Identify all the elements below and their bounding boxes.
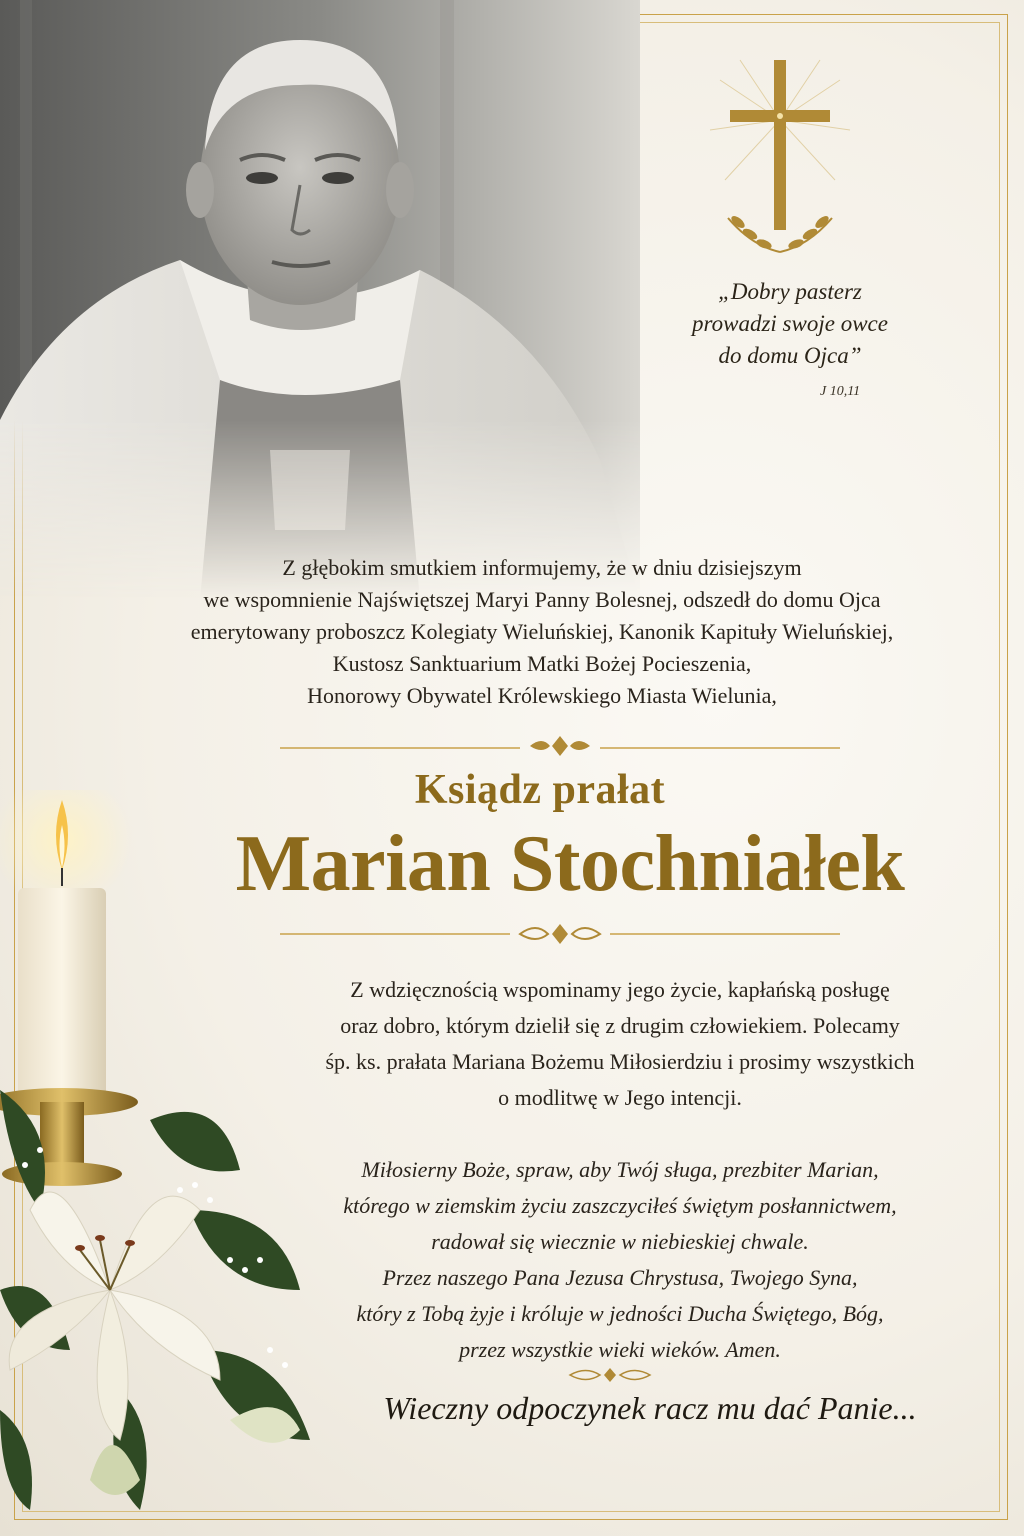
priest-name: Marian Stochniałek [235, 820, 905, 908]
priest-title: Ksiądz prałat [414, 767, 666, 813]
remembrance-text [240, 972, 1000, 1116]
prayer-text [260, 1152, 980, 1368]
quote-line: do domu Ojca” [718, 343, 862, 368]
quote-line: „Dobry pasterz [718, 279, 862, 304]
closing-prayer: Wieczny odpoczynek racz mu dać Panie... [383, 1390, 917, 1426]
candle-and-lilies [0, 790, 320, 1530]
prayer-line: który z Tobą żyje i króluje w jedności Ducha Świętego, Bóg, [356, 1301, 884, 1326]
laurel-icon [722, 206, 838, 256]
announcement-line: emerytowany proboszcz Kolegiaty Wieluńskiej, Kanonik Kapituły Wieluńskiej, [190, 619, 894, 644]
prayer-line: którego w ziemskim życiu zaszczyciłeś świętym posłannictwem, [343, 1193, 897, 1218]
announcement-text [100, 552, 984, 712]
ornament-divider-bottom [280, 922, 840, 946]
announcement-line: Honorowy Obywatel Królewskiego Miasta Wielunia, [307, 683, 777, 708]
remembrance-line: o modlitwę w Jego intencji. [498, 1085, 742, 1110]
priest-portrait [0, 0, 640, 600]
bible-quote [640, 276, 940, 372]
prayer-line: Przez naszego Pana Jezusa Chrystusa, Twojego Syna, [382, 1265, 858, 1290]
remembrance-line: Z wdzięcznością wspominamy jego życie, kapłańską posługę [350, 977, 890, 1002]
ornament-divider-top [280, 734, 840, 758]
prayer-line: radował się wiecznie w niebieskiej chwale. [431, 1229, 809, 1254]
announcement-line: Kustosz Sanktuarium Matki Bożej Pocieszenia, [332, 651, 752, 676]
announcement-line: Z głębokim smutkiem informujemy, że w dniu dzisiejszym [282, 555, 802, 580]
prayer-line: przez wszystkie wieki wieków. Amen. [459, 1337, 781, 1362]
quote-line: prowadzi swoje owce [692, 311, 888, 336]
announcement-line: we wspomnienie Najświętszej Maryi Panny Bolesnej, odszedł do domu Ojca [203, 587, 881, 612]
ornament-icon [560, 1366, 660, 1384]
quote-reference: J 10,11 [820, 384, 861, 399]
remembrance-line: śp. ks. prałata Mariana Bożemu Miłosierdziu i prosimy wszystkich [325, 1049, 915, 1074]
prayer-line: Miłosierny Boże, spraw, aby Twój sługa, prezbiter Marian, [361, 1157, 879, 1182]
remembrance-line: oraz dobro, którym dzielił się z drugim człowiekiem. Polecamy [340, 1013, 900, 1038]
